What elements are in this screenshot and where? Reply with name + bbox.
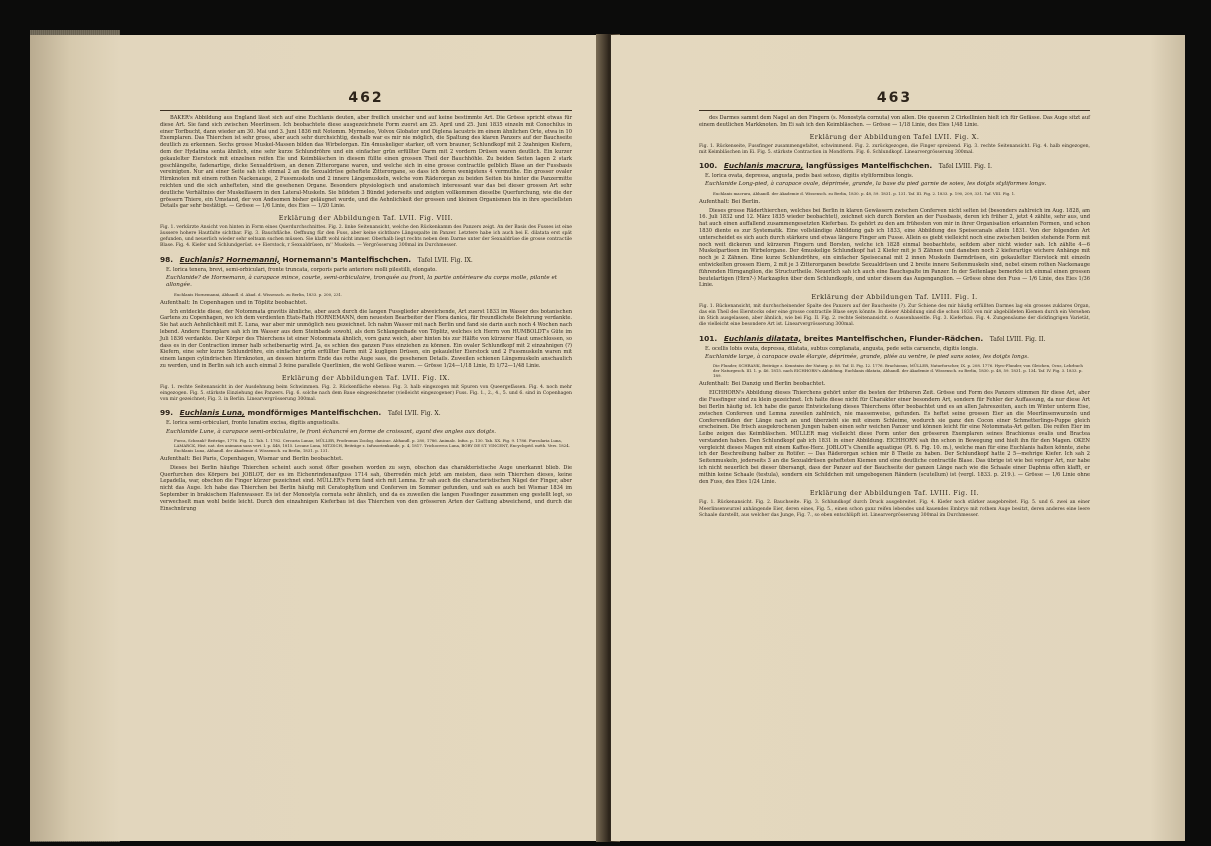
species-common-name: breites Mantelfischchen, Flunder-Rädchen. <box>803 333 984 343</box>
french-diagnosis: Euchlanide? de Hornemann, à carapace mince, courte, semi-orbiculaire, tronquée au front, la partie antérieure du corps molle, pilante et allongée. <box>166 275 558 289</box>
species-description: Dieses bei Berlin häufige Thierchen scheint auch sonst öfter gesehen worden zu seyn, obschon das charakteristische Auge unerkannt blieb. Die Querfurchen des Körpers bei JOBLOT, der es im Eichenrindenaufguss 1714 sah, überredén mich jetzt am meisten, dass sein Thierchen dieses, keine Lepadella, war, obschon die Finger kürzer gezeichnet sind. MÜLLER's Form fand sich mit Lemna. Er sah auch die characteristischen Nägel der Finger, aber nicht das Auge. Ich habe das Thierchen bei Berlin häufig mit Ceratophyllum und Conferven im Sommer gefunden, und sah es auch bei Wismar 1834 im September in brakischem Hafenwasser. Es ist der Monostyla cornuta sehr ähnlich, und da es zuweilen die langen Fussfinger zusammen eng gestellt legt, so verwechselt man wohl beide leicht. Durch den einzahnigen Kieferbau ist das Thierchen von den grösseren Arten der Gattung abweichend, und durch die Einschnürung <box>160 464 572 512</box>
explanation-heading-lviii-i: Erklärung der Abbildungen Taf. LVIII. Fig. I. <box>811 293 978 302</box>
habitat: Aufenthalt: Bei Paris, Copenhagen, Wismar und Berlin beobachtet. <box>160 455 343 462</box>
species-heading-101 <box>699 334 1090 345</box>
references: Euchlanis Hornemanni, Abhandl. d. Akad. d. Wissensch. zu Berlin, 1833. p. 200, 231. <box>174 291 343 297</box>
species-plate: Tafel LVIII. Fig. II. <box>989 335 1046 343</box>
explanation-text-viii: Fig. 1. verkürzte Ansicht von hinten in Form eines Querdurchschnittes. Fig. 2. linke Seitenansicht, welche den Rückenkamm des Panzers zeigt. An der Basis des Fusses ist eine äussere hohere Hautfalte sichtbar. Fig. 3. Bauchfläche. Oeffnung für den Fuss, aber keine sichtbare Längsspalte im Panzer. Letztere habe ich auch bei E. dilatata erst spät gefunden, und neuerlich wieder sehr seltsam suchen müssen. Sie klafft wohl nicht immer. Oberhalb liegt rechts neben dem Darme unter der Sexualdrüse die grosse contractile Blase. Fig. 4. Kiefer und Schlundgerüst. s+ Eierstock, r Sexualdrüsen, m'' Muskeln. — Vergrösserung 300mal im Durchmesser. <box>160 225 572 249</box>
species-number: 98. <box>160 254 174 264</box>
explanation-text-ix: Fig. 1. rechte Seitenansicht in der Ausdehnung beim Schwimmen. Fig. 2. Rückenfläche ebenso. Fig. 3. halb eingezogen mit Spuren von Queergefässen. Fig. 4. noch mehr eingezogen. Fig. 5. stärkste Einziehung des Panzers. Fig. 6. solche nach dem Baue eingezeichneter (vielleicht eingezogener) Fuss. Fig. 1., 2., 4., 5. und 6. sind in Copenhagen von mir gezeichnet; Fig. 3. in Berlin. Linearvergrösserung 300mal. <box>160 384 572 402</box>
species-description: Ich entdeckte diese, der Notommata gravitis ähnliche, aber auch durch die langen Fussglieder abweichende, Art zuerst 1833 im Wasser des botanischen Gartens zu Copenhagen, wo ich dem verdienten Etats-Rath HORNEMANN, dem neuesten Bearbeiter der Flora danica, für freundlichste Belehrung verdankte. Sie hat auch Aehnlichkeit mit E. Luna, war aber mir unmöglich neu gezeichnet. Ich nahm Wasser mit nach Berlin und fand sie darin auch noch 4 Wochen nach lebend. Andere Exemplare sah ich im Wasser aus dem Steinbade sowohl, als dem Schlangenbade von Töplitz, welches ich Herrn von HUMBOLDT's Güte im Juli 1836 verdankte. Der Körper des Thierchens ist einer Notommata ähnlich, vorn ganz weich, aber hinten bis zur Hälfte von kürzerer Haut umschlossen, so dass es in der Contraction immer halb scheibenartig wird. Ja, es schien des ganzen Fuss einziehen zu können. Ein ovaler Schlundkopf mit 2 einzahnigen (?) Kiefern, eine sehr kurze Schlundröhre, ein einfacher grün erfüllter Darm mit 2 kugligen Drüsen, ein gekaulelter Eierstock und 2 Fussmuskeln waren mit einem langen cylindrischen Hirnknoten, an dessen hinterm Ende das rothe Auge sass, die gesehenen Details. Zuweilen schienen Längsmuskeln anschaulich zu werden, und in Berlin sah ich auch einmal 3 feine parallele Querlinien, die wohl Gefässe waren. — Grösse 1/24—1/18 Linie, Ei 1/72—1/48 Linie. <box>160 308 572 369</box>
explanation-heading-lviii-ii: Erklärung der Abbildungen Taf. LVIII. Fig. II. <box>809 489 980 498</box>
species-plate: Tafel LVII. Fig. X. <box>387 409 441 417</box>
species-name: Euchlanis? Hornemanni, <box>179 254 280 264</box>
references: Furca, Schrank? Beiträge, 1776. Fig. 12. Tab. 1. 1782. Cercaria Lunae, MÜLLER, Prodromus Zoolog. danicae. Abhandl. p. 280, 1786. Animalc. Infus. p. 130. Tab. XX. Fig. 9. 1786. Furcularia Luna, LAMARCK, Hist. nat. des animaux sans vert. I. p. 448, 1815. Lecane Luna, NITZSCH, Beiträge z. Infusorienkunde, p. 4, 1817. Trichocerca Luna, BORY DE ST. VINCENT, Encyclopéd. méth. Vers. 1824. Euchlanis Luna, Abhandl. der Akademie d. Wissensch. zu Berlin, 1831. p. 131. <box>174 437 570 453</box>
right-page <box>611 35 1185 841</box>
header-rule-left <box>160 110 572 111</box>
explanation-heading-x: Erklärung der Abbildungen Tafel LVII. Fig. X. <box>809 132 980 141</box>
latin-diagnosis: E. lorica tenera, brevi, semi-orbiculari, fronte truncata, corporis parte anteriore molli pilestilli, elongato. <box>166 266 437 273</box>
habitat: Aufenthalt: Bei Berlin. <box>699 198 761 205</box>
explanation-text-x: Fig. 1. Rückenseite, Fussfinger zusammengefaltet, schwimmend. Fig. 2. zurückgezogen, die Finger spreizend. Fig. 3. rechte Seitenansicht. Fig. 4. halb eingezogen, mit Keimbläschen im Ei. Fig. 5. stärkste Contraction in Mondform. Fig. 6. Schlundkopf. Linearvergrösserung 300mal. <box>699 143 1090 155</box>
species-common-name: Hornemann's Mantelfischchen. <box>282 254 412 264</box>
page-number-right: 463 <box>876 90 913 106</box>
species-description: Dieses grosse Räderthierchen, welches bei Berlin in klaren Gewässern zwischen Conferven nicht selten ist (besonders zahlreich im Aug. 1828, am 16. Juli 1832 und 12. März 1835 wieder beobachtet), zeichnet sich durch Borsten an der Fussbasis, deren ich früher 2, jetzt 4 zählte, sehr aus, und hat auch einen auffallend zusammengesetzten Kieferbau. Es gehört zu den am frühesten von mir in ihrer Organisation erkannten Formen, und schon 1830 diente es zur Systematik. Eine vollständige Abbildung gab ich 1833, eine Abbildung des Speisecanals allein 1831. Von der folgenden Art unterscheidet es sich auch durch stärkere und etwas längere Finger am Fusse. Allein es giebt vielleicht noch eine zwischen beiden stehende Form mit noch weit dickeren und kürzeren Fingern und Borsten, welche ich 1828 einmal beobachtete, seitdem aber nicht wieder sah. Ich zählte 4—6 Muskelpartieen im Wirbelorgane. Der 4muskelige Schlundkopf hat 2 Kiefer mit je 5 Zähnen und daneben noch 2 kieferartige wichere Anhänge mit noch je 2 Zähnen. Eine kurze Schlundröhre, ein einfacher Speisecanal mit 2 innen Muskeln Darmdrüsen, ein gekaulelter Eierstock mit einzeln entwickelten grossen Eiern, 2 mit je 3 Zitterorganen besetzte Sexualdrüsen und 2 breite innere Seitenmuskeln sind, nebst einem rothen Nackenauge führenden Hirnganglion, die Structurtheile. Neuerlich sah ich auch eine Bauchspalte im Panzer. In der Seitenlage bemerkte ich einmal einen grossen beutelartigen (Hirn?-) Markzapfen über dem Schlundkopfe, und unter diesem das Augenganglion. — Grösse ohne den Fuss — 1/6 Linie, des Eies 1/36 Linie. <box>699 207 1090 289</box>
latin-diagnosis: E. ocellis lobis ovata, depressa, dilatata, subtus complanata, angusta, pede setis caruencte, digitis longis. <box>705 345 978 352</box>
species-plate: Tafel LVII. Fig. IX. <box>417 256 473 264</box>
species-name: Euchlanis macrura, <box>723 160 804 170</box>
species-heading-100 <box>699 161 1090 172</box>
references: Euchlanis macrura, Abhandl. der Akademie d. Wissensch. zu Berlin, 1830. p. 48, 59. 1831. p. 131. Taf. III. Fig. 2. 1833. p. 190, 209, 331. Taf. VIII. Fig. 1. <box>713 190 1016 196</box>
french-diagnosis: Euchlanide Lune, à carapace semi-orbiculaire, le front échancré en forme de croissant, ayant des angles aux doigts. <box>166 428 497 435</box>
species-description: EICHHORN's Abbildung dieses Thierchens gehört unter die besten der früheren Zeit. Grösse und Form des Panzers stimmen für diese Art, aber die Fussfinger sind zu klein gezeichnet. Ich halte diese nicht für Charakter einer besondern Art, sondern für Fehler der Auffassung, da nur diese Art bei Berlin häufig ist. Ich habe die ganze Entwickelung dieses Thierchens öfter beobachtet und es an allen Jahreszeiten, auch im Winter unterm Eise, zwischen Conferven und Lemna zuweilen zahlreich, nie massenweise, gefunden. Es heftet seine grossen Eier an die Meerlinsenwurzeln und Confervenfäden der Länge nach an und überzieht sie mit einem Schleime, wodurch sie ganz den Cocon einer Schmetterlings-Puppe gleich erscheinen. Die frisch ausgekrochenen Jungen haben einen sehr weichen Panzer und können leicht für eine Notommata-Art gelten. Die reifen Eier im Leibe zeigen das Keimbläschen. MÜLLER mag vielleicht diese Form unter den grösseren Exemplaren seines Brachionus ovalis und Bractea verstanden haben. Den Schlundkopf gab ich 1831 in einer Abbildung. EICHHORN sah ihn schon in Bewegung und hielt ihn für den Magen. OKEN vergleicht dieses Magen mit einem Kaffee-Herz. JOBLOT's Chenille aquatique (Pl. 6. Fig. 10. m.), welche man für eine Euchlanis halten könnte, ziehe ich der Beschreibung halber zu Rotifer. — Das Räderorgan schien mir 8 Theile zu haben. Der Schlundkopf hatte 2 5—mehrige Kiefer. Ich sah 2 Seitenmuskeln, jederseits 3 an die Sexualdrüsen gehefteten Kiemen und eine deutliche contractile Blase. Das übrige ist wie bei voriger Art, nur habe ich nicht neuerlich bei dieser übersangt, dass der Panzer auf der Bauchseite der ganzen Länge nach wie die Schaale einer Daphnia offen klafft, er mithin keine Schaale (testula), sondern ein Schildchen mit umgebogenen Rändern (scutellum) ist (vergl. 1833. p. 219.). — Grösse — 1/6 Linie ohne den Fuss, des Eies 1/24 Linie. <box>699 390 1090 485</box>
intro-paragraph: BAKER's Abbildung aus England lässt sich auf eine Euchlanis deuten, aber freilich unsicher und auf keine bestimmte Art. Die Grösse spricht etwas für diese Art. Sie fand sich zwischen Meerlinsen. Ich beobachtete diese ausgezeichnete Form zuerst am 25. April und 25. Juni 1835 einzeln mit Conochilus in einer Torfbucht, dann wieder am 30. Mai und 3. Juni 1836 mit Notomm. Myrmeleo, Volvox Globator und Diglena lacustris im einem ähnlichen Orte, etwa in 10 Exemplaren. Das Thierchen ist sehr gross, aber auch sehr durchsichtig, deshalb war es mir nie möglich, die Spaltung des klaren Panzers auf der Bauchseite deutlich zu erkennen. Sechs grosse Muskel-Massen bilden das Wirbelorgan. Ein 4muskeliger starker, oft vorn brauner, Schlundkopf mit 2 3zahnigen Kiefern, dem der Hydatina senta ähnlich, eine sehr kurze Schlundröhre und ein einfacher grün erfüllter Darm mit 2 vordern Drüsen waren deutlich. Ein kurzer gekaulelter Eierstock mit einzelnen reifen Eie und Keimbläschen in diesem füllte einen grossen Theil der Bauchhöhle. Zu beiden Seiten lagen 2 stark geschlängelte, fadenartige, dicke Sexualdrüsen, an denen Zitterorgane waren, und welche sich in eine grosse contractile gelblich Blase an der Fussbasis vereinigten. Nur ani einer Seite sah ich einmal 2 an die Sexualdrüse geheftete Zitterorgane, so dass ich deren wenigstens 4 vermuthe. Ein grosser ovaler Hirnknoten mit einem rothen Nackenauge, 2 Fussmuskeln und 2 innere Längsmuskeln, welche vom Räderorgan zu beiden Seiten bis hinter die Panzermitte reichten und die sich anhefteten, sind die gesehenen Organe. Besonders physiologisch und anatomisch interessant war das bei dieser grossen Art sehr deutliche Verhältniss der Muskelfasern in den Lateral-Muskeln. Sie bildeten 3 Bündel jederseits und zeigten vollkommen dieselbe Querfurchung, wie die der grössern Thiere, ein Umstand, der von Andsomen bisher geläugnet wurde, und die Aehnlichkeit der grossen und kleinen Organismen bis in ihre speciellsten Details gar sehr bestätigt. — Grösse — 1/6 Linie, des Eies — 1/20 Linie. <box>160 115 572 210</box>
species-common-name: langfüssiges Mantelfischchen. <box>806 160 933 170</box>
explanation-heading-viii: Erklärung der Abbildungen Taf. LVII. Fig. VIII. <box>278 214 454 223</box>
species-heading-98 <box>160 255 572 266</box>
habitat: Aufenthalt: In Copenhagen und in Töplitz beobachtet. <box>160 299 308 306</box>
species-number: 99. <box>160 407 174 417</box>
habitat: Aufenthalt: Bei Danzig und Berlin beobachtet. <box>699 381 826 388</box>
header-rule-right <box>699 110 1090 111</box>
french-diagnosis: Euchlanide Long-pied, à carapace ovale, déprimée, grande, la base du pied garnie de soies, les doigts styliformes longs. <box>705 181 1047 188</box>
page-number-left: 462 <box>348 90 384 106</box>
left-page <box>30 35 606 841</box>
latin-diagnosis: E. lorica ovata, depressa, angusta, pedis basi setoso, digitis styliformibus longis. <box>705 172 914 179</box>
species-name: Euchlanis dilatata, <box>723 333 802 343</box>
species-number: 101. <box>699 333 718 343</box>
species-common-name: mondförmiges Mantelfischchen. <box>247 407 382 417</box>
species-plate: Tafel LVIII. Fig. I. <box>938 162 992 170</box>
species-heading-99 <box>160 408 572 419</box>
references: Die Flunder, SCHRANK, Beiträge z. Kenntniss der Naturg. p. 88. Taf. II. Fig. 12. 1776. Brachionus, MÜLLER, Naturforscher, IX. p. 208. 1776. Hyro-Flunder, von Gleichen, Ocus, Lehrbuch der Naturgesch. III. 1. p. 46. 1815. nach EICHHORN's Abbildung. Euchlanis dilatata, Abhandl. der Akademie d. Wissensch. zu Berlin, 1830. p. 48, 59. 1831. p. 134. Taf. IV. Fig. 3. 1833. p. 189. <box>713 363 1083 379</box>
explanation-heading-ix: Erklärung der Abbildungen Taf. LVII. Fig. IX. <box>281 373 451 382</box>
continuation-paragraph: des Darmes sammt dem Nagel an den Fingern (s. Monostyla cornuta) von allen. Die queeren 2 Cirkellinien hielt ich für Gefässe. Das Auge sitzt auf einem deutlichen Markknoten. Im Ei sah ich den Keimbläschen. — Grösse — 1/18 Linie, des Eies 1/48 Linie. <box>699 115 1090 128</box>
species-number: 100. <box>699 160 718 170</box>
latin-diagnosis: E. lorica semi-orbiculari, fronte lunatim excisa, digitis angusticalis. <box>166 419 340 426</box>
explanation-text-lviii-ii: Fig. 1. Rückenansicht. Fig. 2. Bauchseite. Fig. 3. Schlundkopf durch Druck ausgebreitet. Fig. 4. Kiefer noch stärker ausgebreitet. Fig. 5. und 6. zwei an einer Meerlinsenwurzel anhängende Eier, deren eines, Fig. 5., einen schon ganz reifen lebendes und kauendes Embryo mit rothem Auge besitzt, deren anderes eine leere Schaale darstellt, aus welcher das Junge, Fig. 7., so eben entschlüpft ist. Linearvergrösserung 300mal im Durchmesser. <box>699 500 1090 518</box>
french-diagnosis: Euchlanide large, à carapace ovale élargie, déprimée, grande, pliée au ventre, le pied sans soies, les doigts longs. <box>705 354 1029 361</box>
species-name: Euchlanis Luna, <box>179 407 245 417</box>
explanation-text-lviii-i: Fig. 1. Rückenansicht, mit durchscheinender Spalte des Panzers auf der Bauchseite (?). Zur Schiene des mir häufig erfüllten Darmes lag ein grosses zuklares Organ, das ein Theil des Eierstocks oder eine grosse contractile Blase seyn könnte. In dieser Abbildung sind die schon 1833 von mir abgebildeten Kiemen durch ein Versehen im Stich ausgelassen, aber ähnlich, wie bei Fig. II. Fig. 2. rechte Seitenansicht. o Aussenbaseitle. Fig. 3. Kieferbau. Fig. 4. Zungensäume der dickfingrigen Varietät, die vielleicht eine besondere Art ist. Linearvergrösserung 300mal. <box>699 304 1090 328</box>
